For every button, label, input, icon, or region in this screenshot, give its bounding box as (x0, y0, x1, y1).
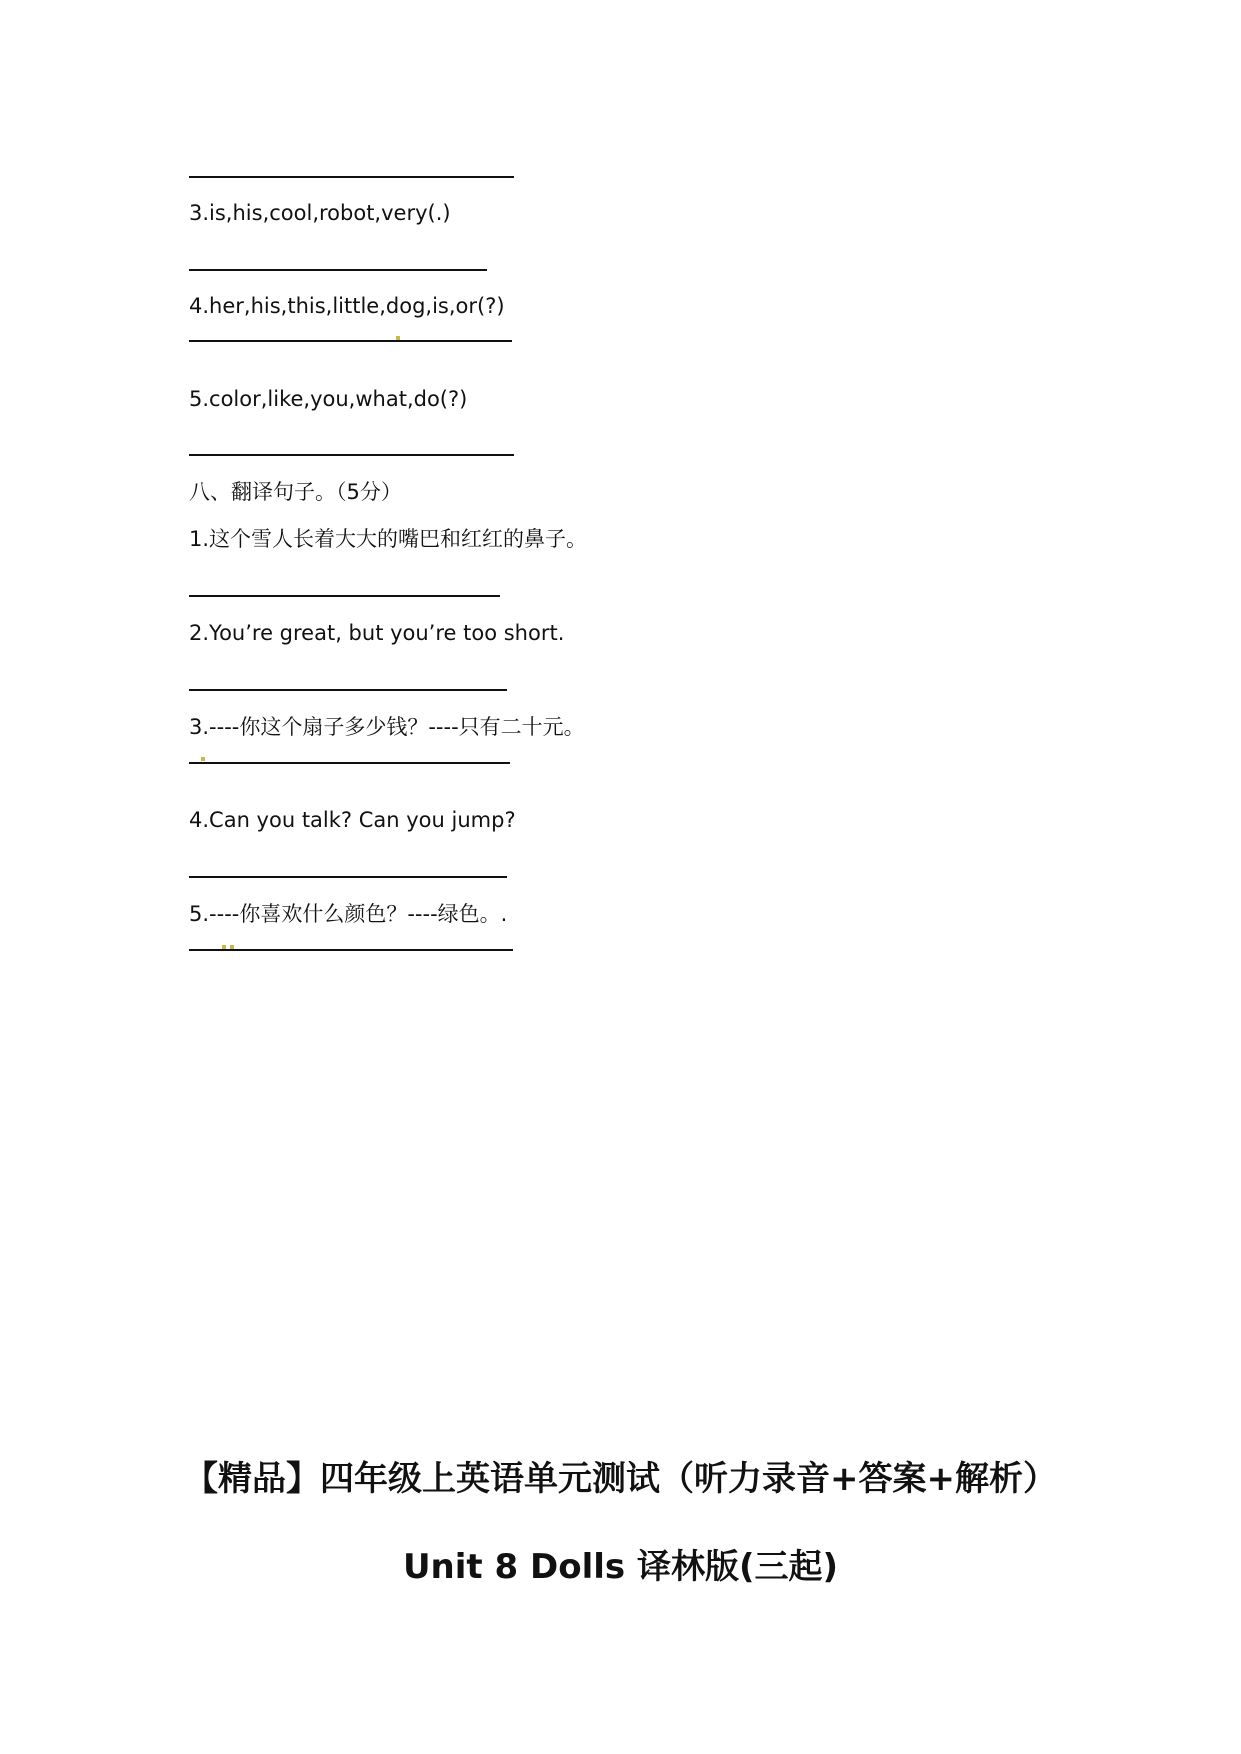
scan-dot (222, 945, 226, 949)
answer-line-reorder-3[interactable] (189, 269, 487, 271)
question-reorder-5: 5.color,like,you,what,do(?) (189, 387, 468, 411)
question-translate-1: 1.这个雪人长着大大的嘴巴和红红的鼻子。 (189, 527, 588, 551)
answer-line-translate-3[interactable] (189, 762, 510, 764)
scan-dot (396, 336, 400, 340)
question-translate-5: 5.----你喜欢什么颜色？----绿色。. (189, 902, 508, 926)
answer-line-reorder-4[interactable] (189, 340, 512, 342)
document-title-line2: Unit 8 Dolls 译林版(三起) (402, 1547, 839, 1587)
answer-line-reorder-5[interactable] (189, 454, 514, 456)
question-reorder-4: 4.her,his,this,little,dog,is,or(?) (189, 294, 505, 318)
question-translate-3: 3.----你这个扇子多少钱？----只有二十元。 (189, 715, 585, 739)
section-heading-translate: 八、翻译句子。（5分） (189, 480, 402, 504)
answer-line-translate-4[interactable] (189, 876, 507, 878)
answer-line-translate-5[interactable] (189, 949, 513, 951)
question-reorder-3: 3.is,his,cool,robot,very(.) (189, 201, 451, 225)
scan-dot (230, 945, 234, 949)
question-translate-2: 2.You’re great, but you’re too short. (189, 621, 565, 645)
answer-line-prev[interactable] (189, 176, 514, 178)
answer-line-translate-1[interactable] (189, 595, 500, 597)
question-translate-4: 4.Can you talk? Can you jump? (189, 808, 516, 832)
document-title-line1: 【精品】四年级上英语单元测试（听力录音+答案+解析） (184, 1459, 1057, 1499)
answer-line-translate-2[interactable] (189, 689, 507, 691)
scan-dot (201, 757, 205, 761)
